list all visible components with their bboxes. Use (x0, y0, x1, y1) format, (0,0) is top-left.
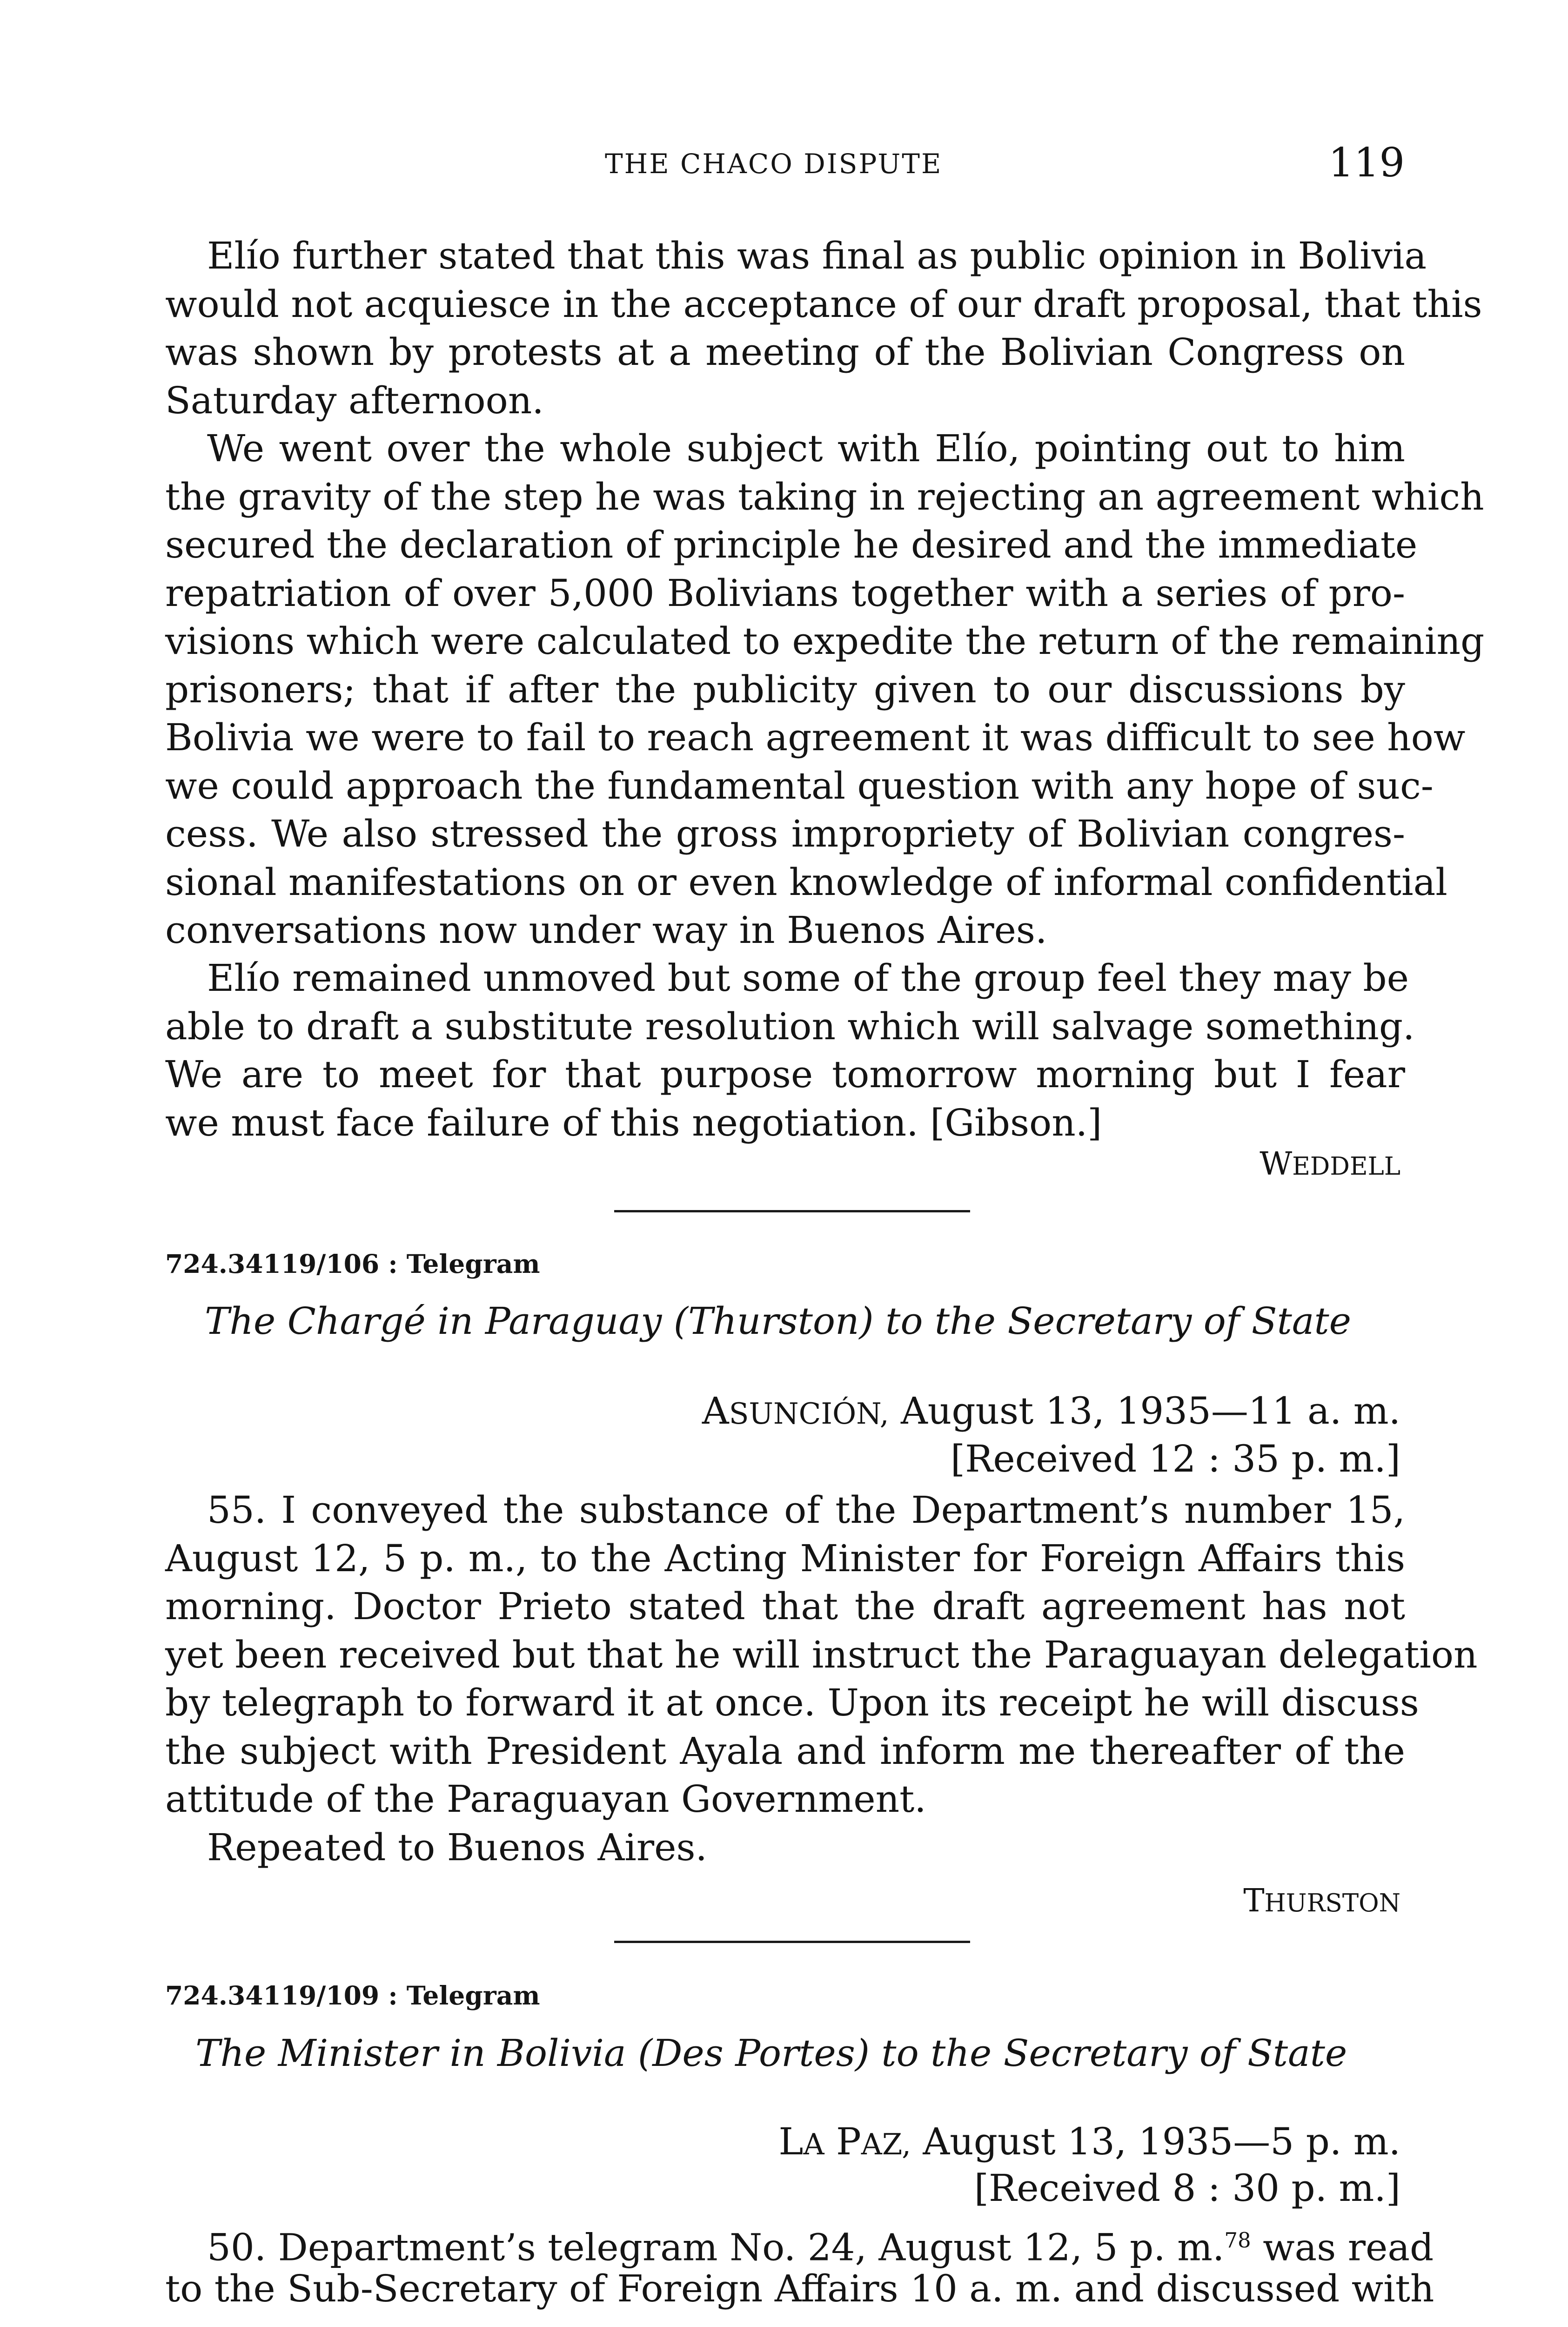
footnote-ref: 78 (1224, 2228, 1251, 2253)
section-divider (614, 1941, 970, 1943)
dateline: ASUNCIÓN, August 13, 1935—11 a. m. (702, 1389, 1400, 1433)
text-line: was shown by protests at a meeting of the Bolivian Congress on (165, 330, 1405, 374)
text-line: visions which were calculated to expedite the return of the remaining (165, 619, 1485, 663)
page-number: 119 (1328, 140, 1405, 186)
received-line: [Received 12 : 35 p. m.] (950, 1437, 1400, 1480)
text-line: we could approach the fundamental question with any hope of suc- (165, 764, 1434, 807)
paragraph-whole-subject (165, 424, 1485, 955)
text-line: morning. Doctor Prieto stated that the draft agreement has not (165, 1585, 1405, 1628)
text-line: would not acquiesce in the acceptance of our draft proposal, that this (165, 282, 1482, 326)
text-line: the subject with President Ayala and inform me thereafter of the (165, 1729, 1405, 1773)
text-line: Bolivia we were to fail to reach agreement it was difficult to see how (165, 716, 1466, 759)
paragraph-message-50 (165, 2216, 1434, 2313)
text-line: to the Sub-Secretary of Foreign Affairs 10 a. m. and discussed with (165, 2266, 1434, 2310)
paragraph-message-55 (165, 1486, 1478, 1871)
section-divider (614, 1210, 970, 1212)
text-line: 55. I conveyed the substance of the Department’s number 15, (207, 1488, 1405, 1532)
signature-thurston: THURSTON (1243, 1883, 1400, 1919)
text-line: able to draft a substitute resolution which will salvage something. (165, 1004, 1415, 1048)
text-line: Saturday afternoon. (165, 378, 544, 422)
text-line: 50. Department’s telegram No. 24, August 12, 5 p. m.$^{78}$ was read (207, 2226, 1434, 2269)
text-line: Repeated to Buenos Aires. (207, 1825, 707, 1869)
text-line: conversations now under way in Buenos Aires. (165, 908, 1047, 952)
text-line: We are to meet for that purpose tomorrow morning but I fear (165, 1053, 1405, 1096)
file-reference: 724.34119/109 : Telegram (165, 1980, 540, 2011)
text-line: we must face failure of this negotiation. [Gibson.] (165, 1101, 1102, 1144)
text-line: the gravity of the step he was taking in rejecting an agreement which (165, 475, 1484, 518)
text-line: prisoners; that if after the publicity given to our discussions by (165, 667, 1405, 711)
text-line: secured the declaration of principle he desired and the immediate (165, 523, 1418, 566)
dateline: LA PAZ, August 13, 1935—5 p. m. (778, 2120, 1400, 2163)
signature-weddell: WEDDELL (1260, 1146, 1400, 1183)
text-line: Elío further stated that this was final as public opinion in Bolivia (207, 234, 1427, 277)
text-line: attitude of the Paraguayan Government. (165, 1777, 926, 1821)
text-line: yet been received but that he will instruct the Paraguayan delegation (165, 1633, 1478, 1676)
file-reference: 724.34119/106 : Telegram (165, 1249, 540, 1279)
text-line: sional manifestations on or even knowledge of informal confidential (165, 860, 1447, 904)
text-line: cess. We also stressed the gross impropriety of Bolivian congres- (165, 812, 1405, 855)
running-title: THE CHACO DISPUTE (605, 148, 943, 180)
document-heading: The Minister in Bolivia (Des Portes) to the Secretary of State (195, 2031, 1347, 2075)
paragraph-elio-unmoved (165, 954, 1415, 1147)
paragraph-elio-final (165, 232, 1482, 424)
text-line: We went over the whole subject with Elío, pointing out to him (207, 427, 1405, 470)
received-line: [Received 8 : 30 p. m.] (974, 2166, 1400, 2210)
text-line: by telegraph to forward it at once. Upon its receipt he will discuss (165, 1681, 1419, 1724)
text-line: Elío remained unmoved but some of the group feel they may be (207, 956, 1409, 1000)
document-heading: The Chargé in Paraguay (Thurston) to the Secretary of State (205, 1299, 1351, 1343)
text-line: repatriation of over 5,000 Bolivians together with a series of pro- (165, 571, 1405, 615)
text-line: August 12, 5 p. m., to the Acting Minister for Foreign Affairs this (165, 1536, 1405, 1580)
